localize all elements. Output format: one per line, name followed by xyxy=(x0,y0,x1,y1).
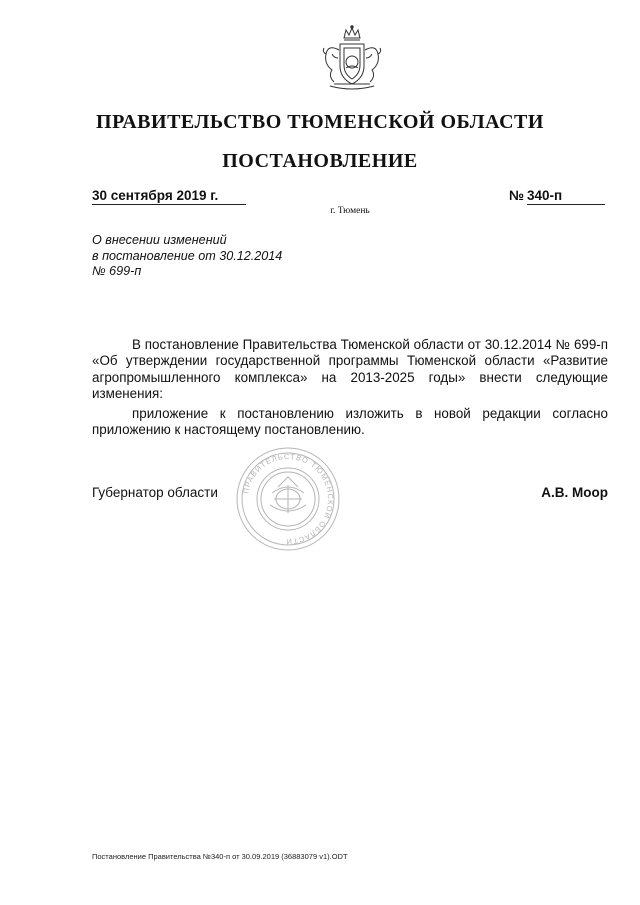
signer-position: Губернатор области xyxy=(92,485,218,500)
document-subject xyxy=(92,233,352,280)
subject-line: в постановление от 30.12.2014 xyxy=(92,248,283,263)
document-date: 30 сентября 2019 г. xyxy=(92,188,246,205)
subject-line: № 699-п xyxy=(92,264,142,278)
number-value: 340-п xyxy=(527,188,605,205)
document-body xyxy=(92,337,608,439)
number-sign: № xyxy=(509,188,525,203)
document-type-title: ПОСТАНОВЛЕНИЕ xyxy=(222,150,418,172)
official-seal-stamp xyxy=(234,445,342,553)
document-footer: Постановление Правительства №340-п от 30.09.2019 (36883079 v1).ODT xyxy=(92,852,348,861)
body-paragraph: приложение к постановлению изложить в новой редакции согласно приложению к настоящему постановлению. xyxy=(92,406,608,438)
body-paragraph: В постановление Правительства Тюменской области от 30.12.2014 № 699-п «Об утверждении государственной программы Тюменской области «Развитие агропромышленного комплекса» на 2013-2025 годы» внести следующие изменения: xyxy=(92,337,608,401)
subject-line: О внесении изменений xyxy=(92,233,227,247)
document-number xyxy=(509,188,605,205)
document-city: г. Тюмень xyxy=(330,206,370,216)
svg-text:ПРАВИТЕЛЬСТВО ТЮМЕНСКОЙ ОБЛАСТ: ПРАВИТЕЛЬСТВО ТЮМЕНСКОЙ ОБЛАСТИ xyxy=(241,451,336,547)
coat-of-arms-emblem xyxy=(314,24,390,92)
organization-title: ПРАВИТЕЛЬСТВО ТЮМЕНСКОЙ ОБЛАСТИ xyxy=(96,111,544,133)
signer-name: А.В. Моор xyxy=(541,485,608,500)
